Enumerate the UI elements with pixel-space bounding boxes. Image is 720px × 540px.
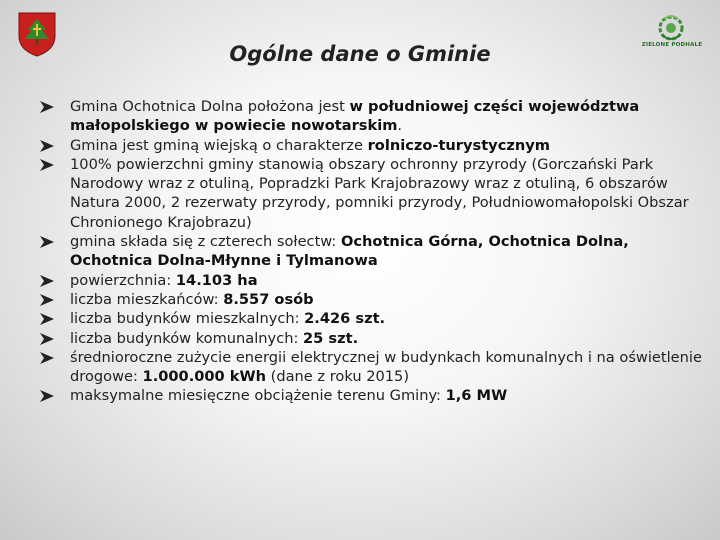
list-item [40, 232, 708, 271]
item-text: liczba budynków mieszkalnych: [70, 310, 305, 328]
item-text: liczba mieszkańców: [70, 290, 224, 308]
bullet-list [40, 97, 708, 406]
item-text: liczba budynków komunalnych: [70, 329, 304, 347]
arrowhead-bullet-icon [40, 390, 54, 402]
arrowhead-bullet-icon [40, 101, 54, 113]
arrowhead-bullet-icon [40, 140, 54, 152]
item-bold-text: Ochotnica Górna, Ochotnica Dolna, Ochotnica Dolna-Młynne i Tylmanowa [70, 233, 629, 270]
list-item [40, 136, 708, 155]
arrowhead-bullet-icon [40, 333, 54, 345]
item-text: Gmina jest gminą wiejską o charakterze [70, 136, 368, 154]
logo-caption: ZIELONE PODHALE [641, 42, 703, 48]
list-item [40, 329, 708, 348]
item-trailing-text: . [397, 117, 403, 135]
item-text: średnioroczne zużycie energii elektrycznej w budynkach komunalnych i na oświetlenie drogowe: [70, 348, 702, 386]
item-bold-text: 1,6 MW [445, 387, 508, 405]
list-item [40, 290, 708, 309]
arrowhead-bullet-icon [40, 352, 54, 364]
item-text: powierzchnia: [70, 271, 176, 289]
list-item [40, 155, 708, 232]
item-bold-text: w południowej części województwa małopolskiego w powiecie nowotarskim [70, 98, 640, 135]
list-item [40, 271, 708, 290]
item-bold-text: 8.557 osób [223, 290, 314, 308]
item-text: gmina składa się z czterech sołectw: [70, 233, 341, 251]
item-text: maksymalne miesięczne obciążenie terenu Gminy: [70, 387, 446, 405]
arrowhead-bullet-icon [40, 313, 54, 325]
item-bold-text: 2.426 szt. [304, 310, 386, 328]
arrowhead-bullet-icon [40, 159, 54, 171]
list-item [40, 97, 708, 136]
item-bold-text: 1.000.000 kWh [142, 368, 266, 386]
item-bold-text: 25 szt. [303, 329, 359, 347]
list-item [40, 309, 708, 328]
item-text: Gmina Ochotnica Dolna położona jest [70, 98, 350, 115]
arrowhead-bullet-icon [40, 294, 54, 306]
list-item [40, 386, 708, 405]
arrowhead-bullet-icon [40, 275, 54, 287]
slide-title: Ogólne dane o Gminie [229, 42, 491, 66]
item-bold-text: rolniczo-turystycznym [367, 136, 550, 154]
list-item [40, 348, 708, 387]
arrowhead-bullet-icon [40, 236, 54, 248]
item-bold-text: 14.103 ha [175, 271, 258, 289]
item-trailing-text: (dane z roku 2015) [266, 368, 410, 386]
item-text: 100% powierzchni gminy stanowią obszary ochronny przyrody (Gorczański Park Narodowy wraz z otuliną, Popradzki Park Krajobrazowy wraz z otuliną, 6 obszarów Natura 2000, 2 rezerwaty przyrody, pomniki przyrody, Południowomałopolski Obszar Chronionego Krajobrazu) [70, 155, 689, 231]
